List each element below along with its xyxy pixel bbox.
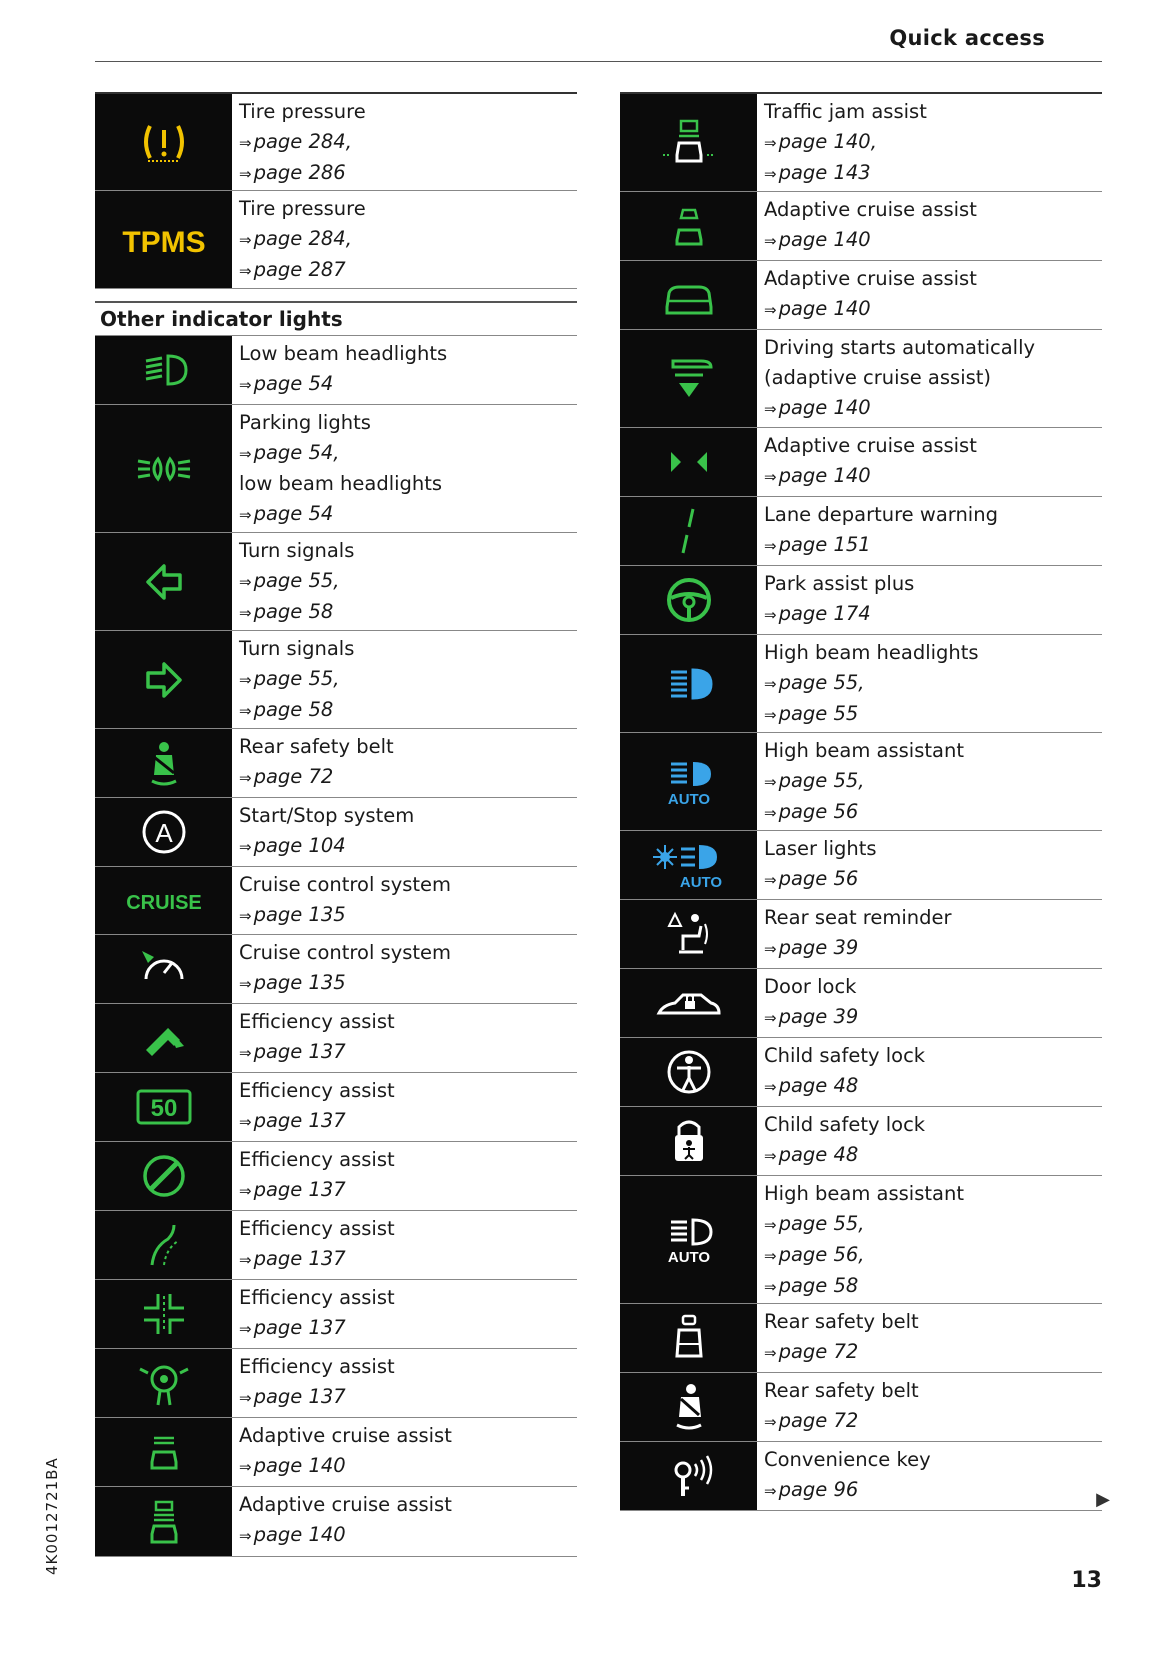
page-ref: page 58: [253, 698, 334, 721]
indicator-table-left: [95, 336, 577, 1557]
continue-arrow: ▶: [1096, 1489, 1110, 1510]
document-code: 4K0012721BA: [43, 1457, 61, 1575]
speedometer-icon: [95, 935, 232, 1003]
indicator-name: Laser lights: [764, 837, 877, 860]
indicator-row: [620, 733, 1102, 831]
indicator-name: low beam headlights: [239, 472, 443, 495]
indicator-row: [95, 1004, 577, 1073]
page-ref-arrow-icon: ⇒: [239, 604, 252, 622]
indicator-name: High beam assistant: [764, 1182, 964, 1205]
indicator-name: Driving starts automatically: [764, 336, 1036, 359]
indicator-name: Efficiency assist: [239, 1286, 395, 1309]
indicator-name: Rear safety belt: [239, 735, 394, 758]
page-ref: page 55,: [253, 667, 340, 690]
indicator-row: [95, 729, 577, 798]
page-ref: page 140,: [778, 130, 877, 153]
page-ref-arrow-icon: ⇒: [764, 1078, 777, 1096]
page-ref: page 137: [253, 1040, 346, 1063]
indicator-name: Door lock: [764, 975, 857, 998]
page-ref-arrow-icon: ⇒: [764, 1413, 777, 1431]
indicator-row: [620, 831, 1102, 900]
page-ref: page 137: [253, 1109, 346, 1132]
page-ref-arrow-icon: ⇒: [239, 134, 252, 152]
lane-arrows-icon: [620, 428, 757, 496]
page-ref: page 55,: [253, 569, 340, 592]
indicator-row: [620, 1304, 1102, 1373]
page-number: 13: [1071, 1568, 1102, 1593]
high-beam-icon: [620, 635, 757, 732]
page-ref: page 55: [778, 702, 859, 725]
page-ref-arrow-icon: ⇒: [239, 165, 252, 183]
page-ref: page 284,: [253, 130, 352, 153]
indicator-name: High beam headlights: [764, 641, 979, 664]
indicator-description: [232, 1280, 577, 1348]
indicator-row: [620, 192, 1102, 261]
end-restriction-icon: [95, 1142, 232, 1210]
indicator-name: Rear safety belt: [764, 1379, 919, 1402]
page-ref: page 56: [778, 867, 859, 890]
indicator-row: [95, 798, 577, 867]
indicator-name: Adaptive cruise assist: [764, 198, 977, 221]
page-ref-arrow-icon: ⇒: [239, 376, 252, 394]
page-ref-arrow-icon: ⇒: [764, 606, 777, 624]
page-ref-arrow-icon: ⇒: [764, 468, 777, 486]
indicator-name: Efficiency assist: [239, 1355, 395, 1378]
indicator-row: [620, 566, 1102, 635]
page-ref-arrow-icon: ⇒: [239, 262, 252, 280]
page-ref: page 137: [253, 1385, 346, 1408]
page-ref-arrow-icon: ⇒: [764, 1216, 777, 1234]
page-ref: page 174: [778, 602, 871, 625]
curve-road-icon: [95, 1211, 232, 1279]
page-ref-arrow-icon: ⇒: [764, 400, 777, 418]
turn-right-icon: [95, 631, 232, 728]
indicator-description: [757, 428, 1102, 496]
page-ref: page 137: [253, 1178, 346, 1201]
parking-lights-icon: [95, 405, 232, 532]
page-ref-arrow-icon: ⇒: [764, 675, 777, 693]
indicator-name: Tire pressure: [239, 100, 366, 123]
svg-text:CRUISE: CRUISE: [125, 891, 202, 914]
indicator-name: Adaptive cruise assist: [764, 267, 977, 290]
page-ref: page 58: [778, 1274, 859, 1297]
page-ref-arrow-icon: ⇒: [239, 506, 252, 524]
indicator-row: [620, 1176, 1102, 1304]
left-column: [95, 92, 577, 1557]
indicator-row: [95, 336, 577, 405]
svg-text:AUTO: AUTO: [667, 1248, 710, 1266]
page-ref: page 72: [253, 765, 334, 788]
indicator-row: [95, 631, 577, 729]
indicator-description: [757, 1038, 1102, 1106]
page-ref: page 48: [778, 1143, 859, 1166]
indicator-name: Turn signals: [239, 539, 355, 562]
indicator-description: [232, 94, 577, 190]
indicator-description: [232, 798, 577, 866]
indicator-name: Child safety lock: [764, 1044, 926, 1067]
page-ref-arrow-icon: ⇒: [764, 1482, 777, 1500]
indicator-name: Adaptive cruise assist: [239, 1424, 452, 1447]
rear-belt-seat-icon: [620, 1304, 757, 1372]
indicator-row: [620, 969, 1102, 1038]
page-ref-arrow-icon: ⇒: [764, 1247, 777, 1265]
indicator-row: [620, 428, 1102, 497]
page-ref: page 284,: [253, 227, 352, 250]
indicator-name: Adaptive cruise assist: [764, 434, 977, 457]
page-header-title: Quick access: [889, 26, 1045, 50]
tire-pressure-table: [95, 92, 577, 289]
page-ref: page 104: [253, 834, 346, 857]
rear-seat-reminder-icon: [620, 900, 757, 968]
indicator-row: [95, 1073, 577, 1142]
start-stop-icon: [95, 798, 232, 866]
indicator-name: Efficiency assist: [239, 1079, 395, 1102]
svg-text:TPMS: TPMS: [121, 225, 206, 259]
page-ref: page 140: [253, 1454, 346, 1477]
page-ref: page 140: [778, 228, 871, 251]
indicator-description: [757, 261, 1102, 329]
page-ref: page 140: [778, 396, 871, 419]
indicator-description: [757, 1442, 1102, 1510]
indicator-row: [95, 533, 577, 631]
indicator-name: Rear seat reminder: [764, 906, 952, 929]
indicator-description: [757, 900, 1102, 968]
indicator-row: [620, 1373, 1102, 1442]
traffic-jam-icon: [620, 94, 757, 191]
door-lock-icon: [620, 969, 757, 1037]
indicator-row: [95, 1487, 577, 1557]
indicator-name: Adaptive cruise assist: [239, 1493, 452, 1516]
page-ref-arrow-icon: ⇒: [239, 907, 252, 925]
acc-distance-icon: [95, 1487, 232, 1556]
indicator-row: [95, 1418, 577, 1487]
page-ref: page 137: [253, 1247, 346, 1270]
page-ref-arrow-icon: ⇒: [239, 838, 252, 856]
page-ref-arrow-icon: ⇒: [239, 1251, 252, 1269]
page-ref-arrow-icon: ⇒: [764, 706, 777, 724]
page-ref-arrow-icon: ⇒: [764, 804, 777, 822]
page-ref-arrow-icon: ⇒: [239, 975, 252, 993]
indicator-row: [620, 635, 1102, 733]
page-ref: page 39: [778, 1005, 859, 1028]
indicator-row: [95, 1142, 577, 1211]
indicator-name: Park assist plus: [764, 572, 915, 595]
indicator-name: Low beam headlights: [239, 342, 448, 365]
page-ref-arrow-icon: ⇒: [764, 871, 777, 889]
roundabout-icon: [95, 1349, 232, 1417]
indicator-name: Efficiency assist: [239, 1010, 395, 1033]
indicator-description: [757, 733, 1102, 830]
page-ref: page 55,: [778, 769, 865, 792]
indicator-row: [95, 1349, 577, 1418]
indicator-description: [757, 1176, 1102, 1303]
page-ref: page 54,: [253, 441, 340, 464]
indicator-description: [757, 94, 1102, 191]
page-ref: page 72: [778, 1409, 859, 1432]
turn-left-icon: [95, 533, 232, 630]
page-ref-arrow-icon: ⇒: [764, 165, 777, 183]
page-ref-arrow-icon: ⇒: [239, 1182, 252, 1200]
indicator-description: [757, 497, 1102, 565]
indicator-description: [232, 405, 577, 532]
indicator-name: Parking lights: [239, 411, 371, 434]
page-ref-arrow-icon: ⇒: [239, 671, 252, 689]
indicator-name: Child safety lock: [764, 1113, 926, 1136]
indicator-row: [95, 867, 577, 935]
indicator-row: [620, 497, 1102, 566]
page-ref: page 55,: [778, 671, 865, 694]
page-ref-arrow-icon: ⇒: [239, 702, 252, 720]
indicator-row: [620, 1107, 1102, 1176]
page-ref: page 54: [253, 502, 334, 525]
indicator-description: [232, 1418, 577, 1486]
page-ref: page 55,: [778, 1212, 865, 1235]
page-ref-arrow-icon: ⇒: [764, 773, 777, 791]
indicator-table-right: [620, 92, 1102, 1511]
indicator-description: [757, 1304, 1102, 1372]
svg-text:AUTO: AUTO: [679, 874, 722, 891]
indicator-row: [620, 261, 1102, 330]
page-ref-arrow-icon: ⇒: [764, 1009, 777, 1027]
indicator-row: [620, 900, 1102, 969]
indicator-row: [620, 1038, 1102, 1107]
page-ref-arrow-icon: ⇒: [764, 134, 777, 152]
page-ref: page 151: [778, 533, 871, 556]
indicator-description: [232, 1487, 577, 1556]
indicator-description: [232, 1349, 577, 1417]
indicator-name: Cruise control system: [239, 873, 452, 896]
page-ref-arrow-icon: ⇒: [239, 1389, 252, 1407]
steering-wheel-icon: [620, 566, 757, 634]
indicator-name: Start/Stop system: [239, 804, 415, 827]
indicator-description: [232, 1073, 577, 1141]
svg-text:A: A: [154, 818, 173, 848]
indicator-description: [232, 191, 577, 288]
rear-belt-icon: [95, 729, 232, 797]
indicator-name: High beam assistant: [764, 739, 964, 762]
page-ref: page 143: [778, 161, 871, 184]
right-column: [620, 92, 1102, 1511]
intersection-icon: [95, 1280, 232, 1348]
indicator-description: [757, 1107, 1102, 1175]
page-ref-arrow-icon: ⇒: [239, 769, 252, 787]
indicator-name: (adaptive cruise assist): [764, 366, 992, 389]
page-ref: page 286: [253, 161, 346, 184]
tire-pressure-warning-icon: [95, 94, 232, 190]
page-ref: page 135: [253, 971, 346, 994]
indicator-name: Tire pressure: [239, 197, 366, 220]
page-ref: page 39: [778, 936, 859, 959]
page-ref-arrow-icon: ⇒: [239, 445, 252, 463]
lane-line-icon: [620, 497, 757, 565]
page-ref-arrow-icon: ⇒: [239, 573, 252, 591]
laser-light-icon: [620, 831, 757, 899]
section-heading: Other indicator lights: [95, 301, 577, 336]
indicator-description: [757, 566, 1102, 634]
page-ref: page 56: [778, 800, 859, 823]
indicator-description: [232, 867, 577, 934]
acc-car-outline-icon: [620, 261, 757, 329]
indicator-description: [757, 192, 1102, 260]
indicator-row: [620, 330, 1102, 428]
page-ref-arrow-icon: ⇒: [239, 1527, 252, 1545]
high-beam-assist-white-icon: [620, 1176, 757, 1303]
page-ref: page 137: [253, 1316, 346, 1339]
acc-two-cars-icon: [620, 192, 757, 260]
indicator-name: Cruise control system: [239, 941, 452, 964]
indicator-name: Efficiency assist: [239, 1217, 395, 1240]
indicator-row: [95, 1211, 577, 1280]
page-ref: page 287: [253, 258, 346, 281]
indicator-name: Efficiency assist: [239, 1148, 395, 1171]
indicator-row: [95, 935, 577, 1004]
indicator-row: [620, 1442, 1102, 1511]
page-ref-arrow-icon: ⇒: [764, 940, 777, 958]
child-lock-alt-icon: [620, 1107, 757, 1175]
indicator-name: Traffic jam assist: [764, 100, 927, 123]
page-ref: page 54: [253, 372, 334, 395]
page-ref-arrow-icon: ⇒: [239, 231, 252, 249]
page-ref-arrow-icon: ⇒: [764, 537, 777, 555]
indicator-description: [757, 969, 1102, 1037]
efficiency-arrow-icon: [95, 1004, 232, 1072]
page-ref: page 140: [253, 1523, 346, 1546]
indicator-description: [232, 1211, 577, 1279]
drive-start-icon: [620, 330, 757, 427]
page-ref-arrow-icon: ⇒: [764, 1147, 777, 1165]
indicator-description: [232, 935, 577, 1003]
svg-text:50: 50: [150, 1095, 177, 1122]
low-beam-icon: [95, 336, 232, 404]
convenience-key-icon: [620, 1442, 757, 1510]
indicator-description: [757, 831, 1102, 899]
svg-text:AUTO: AUTO: [667, 790, 710, 808]
indicator-description: [232, 336, 577, 404]
indicator-name: Convenience key: [764, 1448, 931, 1471]
indicator-description: [232, 1004, 577, 1072]
page-ref-arrow-icon: ⇒: [239, 1458, 252, 1476]
indicator-description: [757, 1373, 1102, 1441]
page-ref: page 72: [778, 1340, 859, 1363]
page-ref-arrow-icon: ⇒: [239, 1113, 252, 1131]
page-ref: page 140: [778, 297, 871, 320]
indicator-row: [95, 94, 577, 191]
page-ref: page 48: [778, 1074, 859, 1097]
indicator-description: [232, 533, 577, 630]
indicator-description: [232, 729, 577, 797]
header-rule: [95, 61, 1102, 62]
page-ref-arrow-icon: ⇒: [239, 1044, 252, 1062]
cruise-icon: [95, 867, 232, 934]
page-ref-arrow-icon: ⇒: [764, 301, 777, 319]
indicator-name: Lane departure warning: [764, 503, 998, 526]
indicator-description: [232, 631, 577, 728]
page-ref: page 96: [778, 1478, 859, 1501]
acc-car-icon: [95, 1418, 232, 1486]
page-ref: page 58: [253, 600, 334, 623]
page-ref: page 135: [253, 903, 346, 926]
indicator-name: Turn signals: [239, 637, 355, 660]
tpms-icon: [95, 191, 232, 288]
indicator-row: [95, 405, 577, 533]
indicator-description: [757, 635, 1102, 732]
page-ref: page 56,: [778, 1243, 865, 1266]
indicator-description: [757, 330, 1102, 427]
page-ref-arrow-icon: ⇒: [764, 1344, 777, 1362]
indicator-row: [95, 191, 577, 289]
indicator-row: [620, 94, 1102, 192]
indicator-name: Rear safety belt: [764, 1310, 919, 1333]
page-ref-arrow-icon: ⇒: [764, 1278, 777, 1296]
speed-limit-icon: [95, 1073, 232, 1141]
page-ref: page 140: [778, 464, 871, 487]
indicator-description: [232, 1142, 577, 1210]
page-ref-arrow-icon: ⇒: [239, 1320, 252, 1338]
indicator-row: [95, 1280, 577, 1349]
page-ref-arrow-icon: ⇒: [764, 232, 777, 250]
child-lock-icon: [620, 1038, 757, 1106]
rear-belt-white-icon: [620, 1373, 757, 1441]
high-beam-auto-icon: [620, 733, 757, 830]
